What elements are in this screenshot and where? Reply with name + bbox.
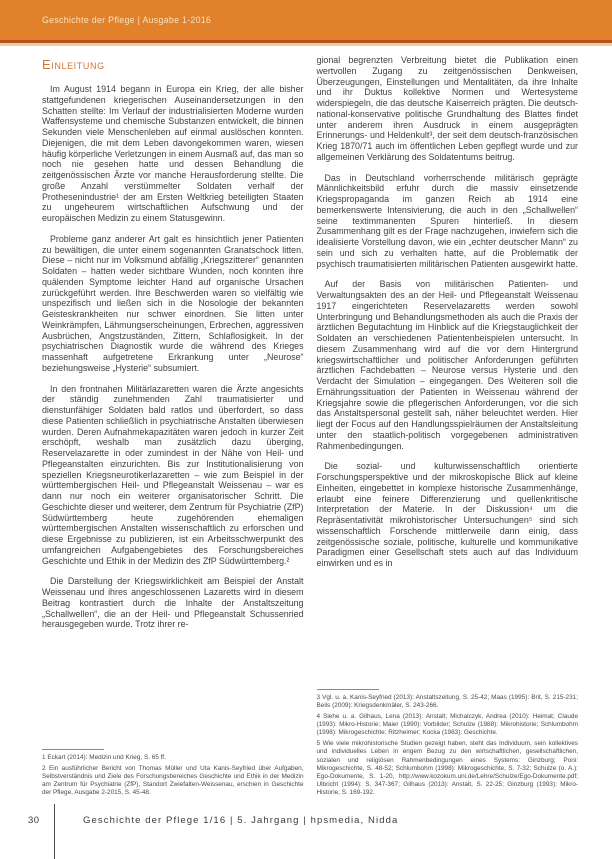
- footnote: 4 Siehe u. a. Gilhaus, Lena (2013): Anstalt; Michalczyk, Andrea (2010): Heimat; Claude (1993): Mikro-Historie; Maier (1990): Vorbilder; Schulze (1988): Mikrohistorie; Schlumbohm (1998): Mikrogeschichte; Ritzheimer; Kocka (1983): Geschichte.: [316, 713, 578, 737]
- footnotes-right: [317, 685, 579, 800]
- header-band: [0, 0, 612, 40]
- column-right: [317, 55, 579, 800]
- footnotes-left: [42, 745, 304, 800]
- body-paragraph: Die Darstellung der Kriegswirklichkeit am Beispiel der Anstalt Weissenau und ihres angeschlossenen Lazaretts wird in diesem Beitrag kontrastiert durch die Inhalte der Anstaltszeitung „Schallwellen“, die an der Heil- und Pflegeanstalt Schussenried herausgegeben wurde. Trotz ihrer re-: [42, 576, 304, 630]
- section-title: Einleitung: [42, 57, 105, 72]
- page-footer: [0, 802, 612, 859]
- body-paragraph: Das in Deutschland vorherrschende militärisch geprägte Männlichkeitsbild erfuhr durch die massiv einsetzende Kriegspropaganda im ganzen Reich ab 1914 eine bemerkenswerte Intensivierung, die auch in den „Schallwellen“ seine textimmanenten Spuren hinterließ. In diesem Zusammenhang gilt es der Frage nachzugehen, inwiefern sich die idealisierte Vorstellung davon, wie ein „echter deutscher Mann“ zu sein und sich zu verhalten hatte, auf die Problematik der psychisch traumatisierten militärischen Patienten ausgewirkt hatte.: [316, 172, 578, 269]
- body-paragraph: Im August 1914 begann in Europa ein Krieg, der alle bisher stattgefundenen kriegerischen Auseinandersetzungen in den Schatten stellte: Im Verlauf der industrialisierten Moderne wurden Waffensysteme und chemische Substanzen entwickelt, die binnen Sekunden viele Menschenleben auf einmal auslöschen konnten. Diejenigen, die mit dem Leben davongekommen waren, wiesen häufig körperliche Verletzungen in einem Ausmaß auf, das man so noch nie gesehen hatte und dessen Behandlung die zeitgenössischen Ärzte vor manche Herausforderung stellte. Die große Anzahl verstümmelter Soldaten verhalf der Prothesenindustrie¹ der am Ersten Weltkrieg beteiligten Staaten zu ungeheurem wirtschaftlichen Aufschwung und der europäischen Medizin zu einem Statusgewinn.: [42, 84, 304, 223]
- footnote: 2 Ein ausführlicher Bericht von Thomas Müller und Uta Kanis-Seyfried über Aufgaben, Selbstverständnis und Ziele des Forschungsbereiches Geschichte und Ethik in der Medizin am Zentrum für Psychiatrie (ZfP), Standort Zwiefalten-Weissenau, erschien in Geschichte der Pflege, Ausgabe 2-2015, S. 45-48.: [42, 764, 304, 796]
- body-paragraph: Die sozial- und kulturwissenschaftlich orientierte Forschungsperspektive und der mikroskopische Blick auf kleine Einheiten, eingebettet in komplexe historische Zusammenhänge, erlaubt eine feinere Differenzierung und quellenkritische Interpretation der Materie. In der Diskussion⁴ um die Repräsentativität mikrohistorischer Untersuchungen⁵ sind sich wissenschaftlich Forschende mittlerweile dann einig, dass zeitgenössische soziale, politische, kulturelle und kommunikative Paradigmen einer Gesellschaft stets auch auf das Individuum einwirken und es in: [316, 461, 578, 568]
- footnote: 3 Vgl. u. a. Kanis-Seyfried (2013): Anstaltszeitung, S. 25-42; Maas (1995): Brit, S. 215-231; Beils (2009): Kriegsdenkmäler, S. 243-266.: [316, 693, 578, 709]
- footnote: 5 Wie viele mikrohistorische Studien gezeigt haben, steht das Individuum, sein kollektives und individuelles Leben in engem Bezug zu den wirtschaftlichen, gesellschaftlichen, sozialen und religiösen Rahmenbedingungen eines Systems: Ginzburg; Poni: Mikrogeschichte, S. 48-52; Schlumbohm (1998): Mikrogeschichte, S. 7-32; Schulze (o. A.): Ego-Dokumente, S. 1-20, http://www.kozokum.uni.de/Lehre/Schulze/Ego-Dokumente.pdf; Ulbricht (1994): S. 347-367; Gilhaus (2013): Anstalt, S. 22-25; Ginzburg (1993): Mikro-Historie, S. 169-192.: [316, 740, 578, 796]
- body-paragraph: Probleme ganz anderer Art galt es hinsichtlich jener Patienten zu bewältigen, die unter einem sogenannten Granatschock litten. Diese – nicht nur im Volksmund abfällig „Kriegszitterer“ genannten Soldaten – hatten weder sichtbare Wunden, noch konnten ihre quälenden Symptome leichter Hand auf organische Ursachen zurückgeführt werden. Ihre Beschwerden waren so vielfältig wie unspezifisch und ließen sich in die Nosologie der bekannten Geisteskrankheiten nur schwer einordnen. Sie litten unter Weinkrämpfen, Lähmungserscheinungen, Erbrechen, aggressiven Ausbrüchen, Angstzuständen, Zittern, Schlaflosigkeit. In der psychiatrischen Diagnostik wurde die während des Krieges massenhaft aufgetretene Erkrankung unter „Neurose“ beziehungsweise „Hysterie“ subsumiert.: [42, 233, 304, 373]
- page-header: [0, 0, 612, 46]
- column-left: [42, 55, 304, 800]
- article-body: [0, 46, 612, 800]
- page-number: 30: [28, 815, 40, 826]
- footnote-divider: [42, 749, 104, 750]
- body-paragraph: In den frontnahen Militärlazaretten waren die Ärzte angesichts der ständig zunehmenden Zahl traumatisierter und dienstunfähiger Soldaten bald ratlos und überfordert, so dass diese Patienten schließlich in psychiatrische Anstalten überwiesen wurden. Deren Aufnahmekapazitäten waren jedoch in kurzer Zeit erschöpft, weshalb man zusätzlich dazu überging, Reservelazarette in oder zumindest in der Nähe von Heil- und Pflegeanstalten einzurichten. Bis zur Institutionalisierung von speziellen Kriegsneurotikerlazaretten – wie zum Beispiel in der württembergischen Heil- und Pflegeanstalt Weissenau – war es dann nur noch ein weiterer organisatorischer Schritt. Die Geschichte dieser und weiterer, dem Zentrum für Psychiatrie (ZfP) Südwürttemberg heute zugehörenden ehemaligen württembergischen Anstalten wissenschaftlich zu erforschen und diese Ergebnisse zu publizieren, ist ein Arbeitsschwerpunkt des umfangreichen Aufgabengebietes des Forschungsbereiches Geschichte und Ethik in der Medizin des ZfP Südwürttemberg.²: [42, 383, 304, 566]
- body-paragraph: gional begrenzten Verbreitung bietet die Publikation einen wertvollen Zugang zu zeitgenössischen Denkweisen, Überzeugungen, Einstellungen und Mentalitäten, da ihre Inhalte und ihr Duktus kollektive Normen und Wertesysteme widerspiegeln, die das deutsche Kaiserreich prägten. Die deutsch-national-konservative politische Grundhaltung des Blattes findet unter anderem ihren Ausdruck in einem ausgeprägten Erinnerungs- und Heldenkult³, der seit dem deutsch-französischen Krieg 1870/71 auch im öffentlichen Leben gepflegt wurde und zur allgemeinen Verklärung des Soldatentums beitrug.: [316, 55, 578, 162]
- footer-journal-info: Geschichte der Pflege 1/16 | 5. Jahrgang | hpsmedia, Nidda: [83, 815, 399, 826]
- footnote: 1 Eckart (2014): Medizin und Krieg, S. 65 ff.: [42, 753, 166, 761]
- body-paragraph: Auf der Basis von militärischen Patienten- und Verwaltungsakten des an der Heil- und Pflegeanstalt Weissenau 1917 eingerichteten Reservelazaretts werden sowohl Unterbringung und Behandlungsmethoden als auch die Praxis der ärztlichen Begutachtung im Hinblick auf die Kriegstauglichkeit der Soldaten an verschiedenen Patientenbeispielen untersucht. In diesem Zusammenhang wird auf die vor dem Hintergrund kriegswirtschaftlicher und politischer Anforderungen geführten ärztlichen Fachdebatten – Neurose versus Hysterie und den Verdacht der Simulation – eingegangen. Des Weiteren soll die Ernährungssituation der Patienten in Weissenau während der Kriegsjahre sowie die pflegerischen Anforderungen, vor die sich das Anstaltspersonal gestellt sah, näher beleuchtet werden. Hier liegt der Focus auf den Handlungsspielräumen der Anstaltsleitung unter den staatlich-politisch vorgegebenen administrativen Rahmenbedingungen.: [316, 279, 578, 451]
- journal-issue-line: Geschichte der Pflege | Ausgabe 1-2016: [42, 15, 212, 25]
- footnote-divider: [317, 689, 379, 690]
